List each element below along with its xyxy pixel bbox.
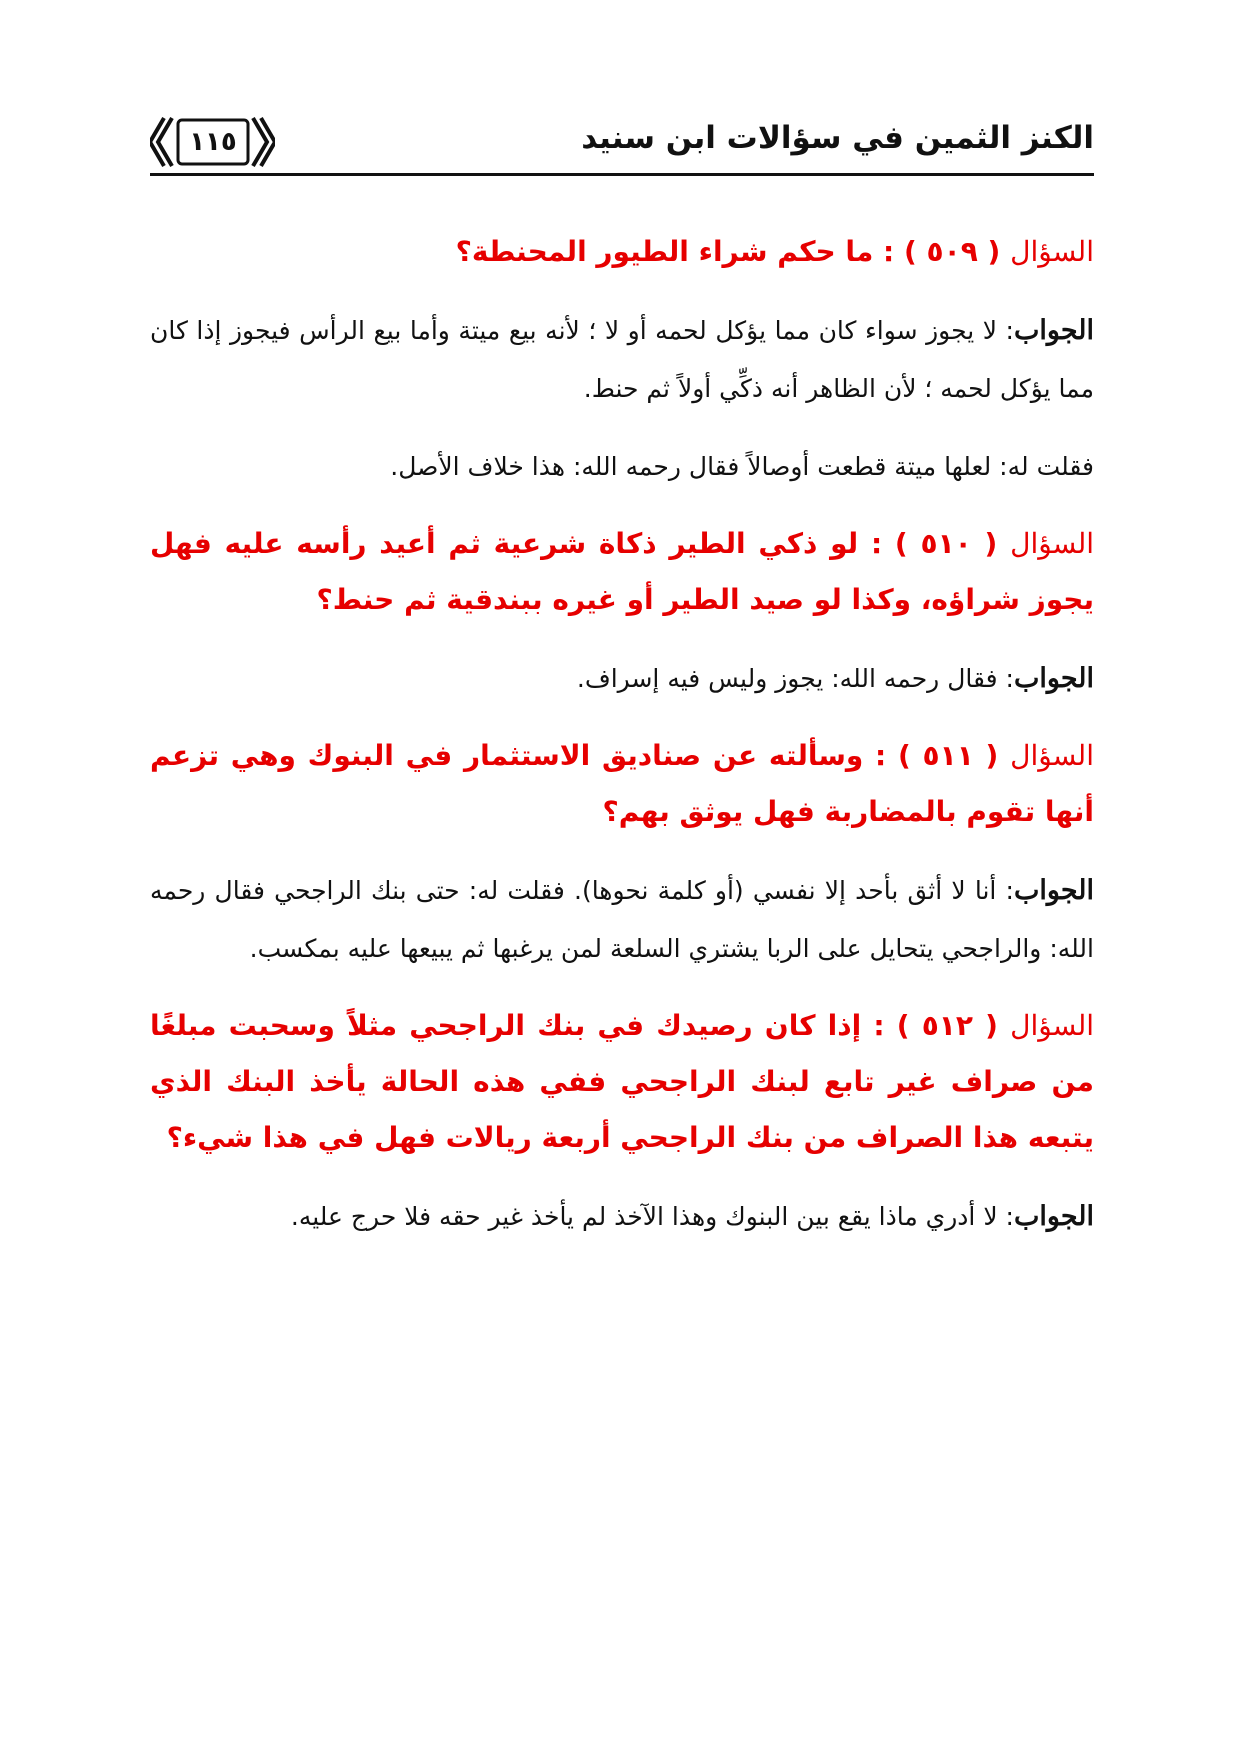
- answer-separator: :: [1005, 316, 1014, 345]
- question-512: [150, 998, 1094, 1166]
- answer-512: [150, 1188, 1094, 1246]
- page-number-badge: [150, 114, 275, 170]
- question-label: السؤال: [1010, 739, 1094, 772]
- answer-text: لا أدري ماذا يقع بين البنوك وهذا الآخذ لم يأخذ غير حقه فلا حرج عليه.: [290, 1202, 998, 1231]
- answer-label: الجواب: [1013, 315, 1094, 346]
- page-number: ١١٥: [189, 127, 237, 157]
- answer-label: الجواب: [1013, 663, 1094, 694]
- answer-509: [150, 302, 1094, 418]
- header-divider: [150, 173, 1094, 176]
- question-number: ( ٥١٠ ) :: [870, 527, 998, 560]
- follow-up-note-509: فقلت له: لعلها ميتة قطعت أوصالاً فقال رحمه الله: هذا خلاف الأصل.: [390, 452, 1094, 481]
- answer-label: الجواب: [1013, 1201, 1094, 1232]
- question-number: ( ٥١٢ ) :: [873, 1009, 998, 1042]
- question-label: السؤال: [1010, 1009, 1095, 1042]
- question-509: [150, 224, 1094, 280]
- question-number: ( ٥١١ ) :: [875, 739, 999, 772]
- question-text: ما حكم شراء الطيور المحنطة؟: [455, 235, 874, 268]
- answer-text: لا يجوز سواء كان مما يؤكل لحمه أو لا ؛ لأنه بيع ميتة وأما بيع الرأس فيجوز إذا كان مما يؤكل لحمه ؛ لأن الظاهر أنه ذكِّي أولاً ثم حنط.: [150, 316, 1094, 403]
- book-title: الكنز الثمين في سؤالات ابن سنيد: [581, 120, 1094, 156]
- answer-text: أنا لا أثق بأحد إلا نفسي (أو كلمة نحوها). فقلت له: حتى بنك الراجحي فقال رحمه الله: والراجحي يتحايل على الربا يشتري السلعة لمن يرغبها ثم يبيعها عليه بمكسب.: [150, 876, 1094, 963]
- question-510: [150, 516, 1094, 628]
- answer-separator: :: [1005, 664, 1014, 693]
- answer-text: فقال رحمه الله: يجوز وليس فيه إسراف.: [576, 664, 998, 693]
- question-label: السؤال: [1010, 527, 1095, 560]
- question-511: [150, 728, 1094, 840]
- page-content: [150, 224, 1094, 1266]
- question-text: وسألته عن صناديق الاستثمار في البنوك وهي تزعم أنها تقوم بالمضاربة فهل يوثق بهم؟: [150, 739, 1094, 828]
- page-header: [150, 96, 1094, 176]
- answer-511: [150, 862, 1094, 978]
- answer-510: [150, 650, 1094, 708]
- answer-label: الجواب: [1013, 875, 1095, 906]
- question-text: إذا كان رصيدك في بنك الراجحي مثلاً وسحبت مبلغًا من صراف غير تابع لبنك الراجحي ففي هذه الحالة يأخذ البنك الذي يتبعه هذا الصراف من بنك الراجحي أربعة ريالات فهل في هذا شيء؟: [150, 1009, 1094, 1154]
- answer-separator: :: [1005, 1202, 1014, 1231]
- answer-separator: :: [1005, 876, 1014, 905]
- question-text: لو ذكي الطير ذكاة شرعية ثم أعيد رأسه عليه فهل يجوز شراؤه، وكذا لو صيد الطير أو غيره ببندقية ثم حنط؟: [150, 527, 1094, 616]
- question-label: السؤال: [1010, 235, 1094, 268]
- question-number: ( ٥٠٩ ) :: [883, 235, 1001, 268]
